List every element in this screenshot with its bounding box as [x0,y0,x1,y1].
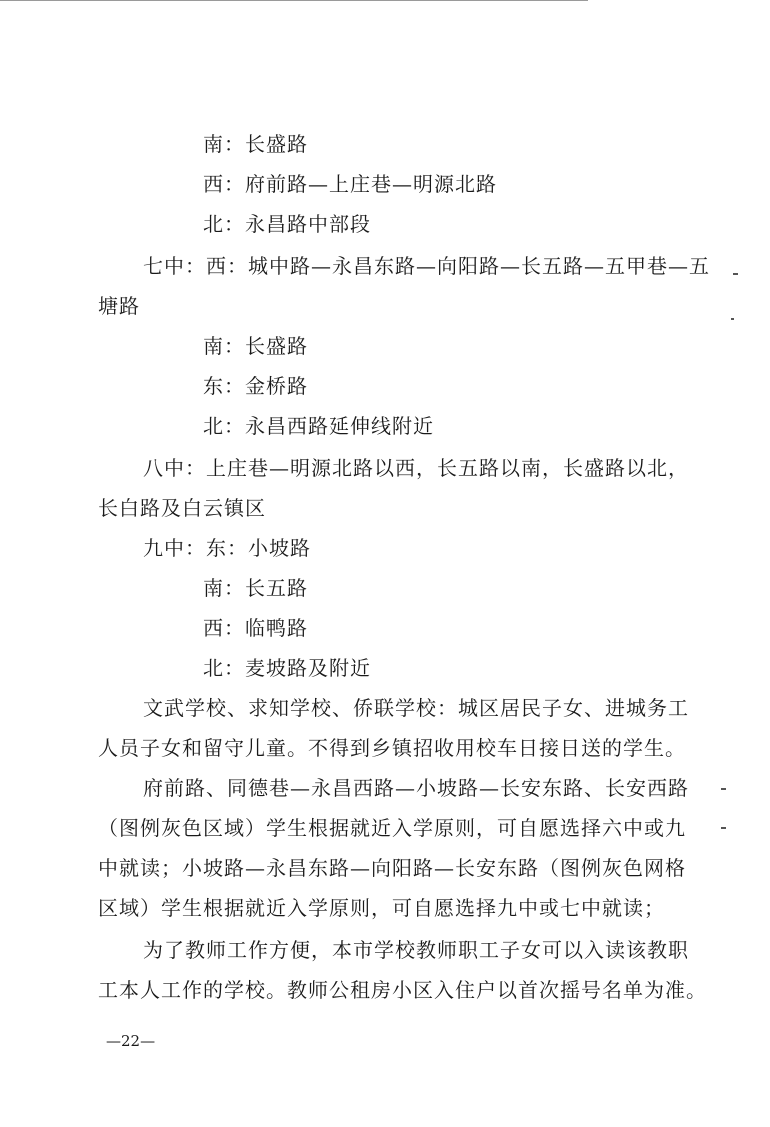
text-line: 南：长五路 [203,576,308,600]
text-line: 七中：西：城中路—永昌东路—向阳路—长五路—五甲巷—五 [143,254,710,278]
text-line: 南：长盛路 [203,334,308,358]
text-line: 为了教师工作方便，本市学校教师职工子女可以入读该教职 [143,938,689,962]
text-line: 东：金桥路 [203,374,308,398]
text-line: 区域）学生根据就近入学原则，可自愿选择九中或七中就读； [98,896,665,920]
text-line: 府前路、同德巷—永昌西路—小坡路—长安东路、长安西路 [143,776,689,800]
scan-speck [721,788,726,790]
text-line: 塘路 [98,294,140,318]
text-line: 中就读；小坡路—永昌东路—向阳路—长安东路（图例灰色网格 [98,856,686,880]
scan-speck [731,318,734,320]
text-line: 九中：东：小坡路 [143,536,311,560]
text-line: 西：临鸭路 [203,616,308,640]
text-line: 工本人工作的学校。教师公租房小区入住户以首次摇号名单为准。 [98,978,707,1002]
text-line: 北：麦坡路及附近 [203,656,371,680]
text-line: 北：永昌西路延伸线附近 [203,414,434,438]
text-line: （图例灰色区域）学生根据就近入学原则，可自愿选择六中或九 [98,816,686,840]
scan-speck [721,827,726,829]
text-line: 长白路及白云镇区 [98,496,266,520]
page-number: —22— [106,1032,156,1050]
text-line: 北：永昌路中部段 [203,212,371,236]
text-line: 南：长盛路 [203,132,308,156]
scan-speck [733,273,738,275]
text-line: 八中：上庄巷—明源北路以西，长五路以南，长盛路以北， [143,456,689,480]
text-line: 西：府前路—上庄巷—明源北路 [203,172,497,196]
text-line: 人员子女和留守儿童。不得到乡镇招收用校车日接日送的学生。 [98,736,686,760]
top-rule [0,0,588,1]
text-line: 文武学校、求知学校、侨联学校：城区居民子女、进城务工 [143,696,689,720]
